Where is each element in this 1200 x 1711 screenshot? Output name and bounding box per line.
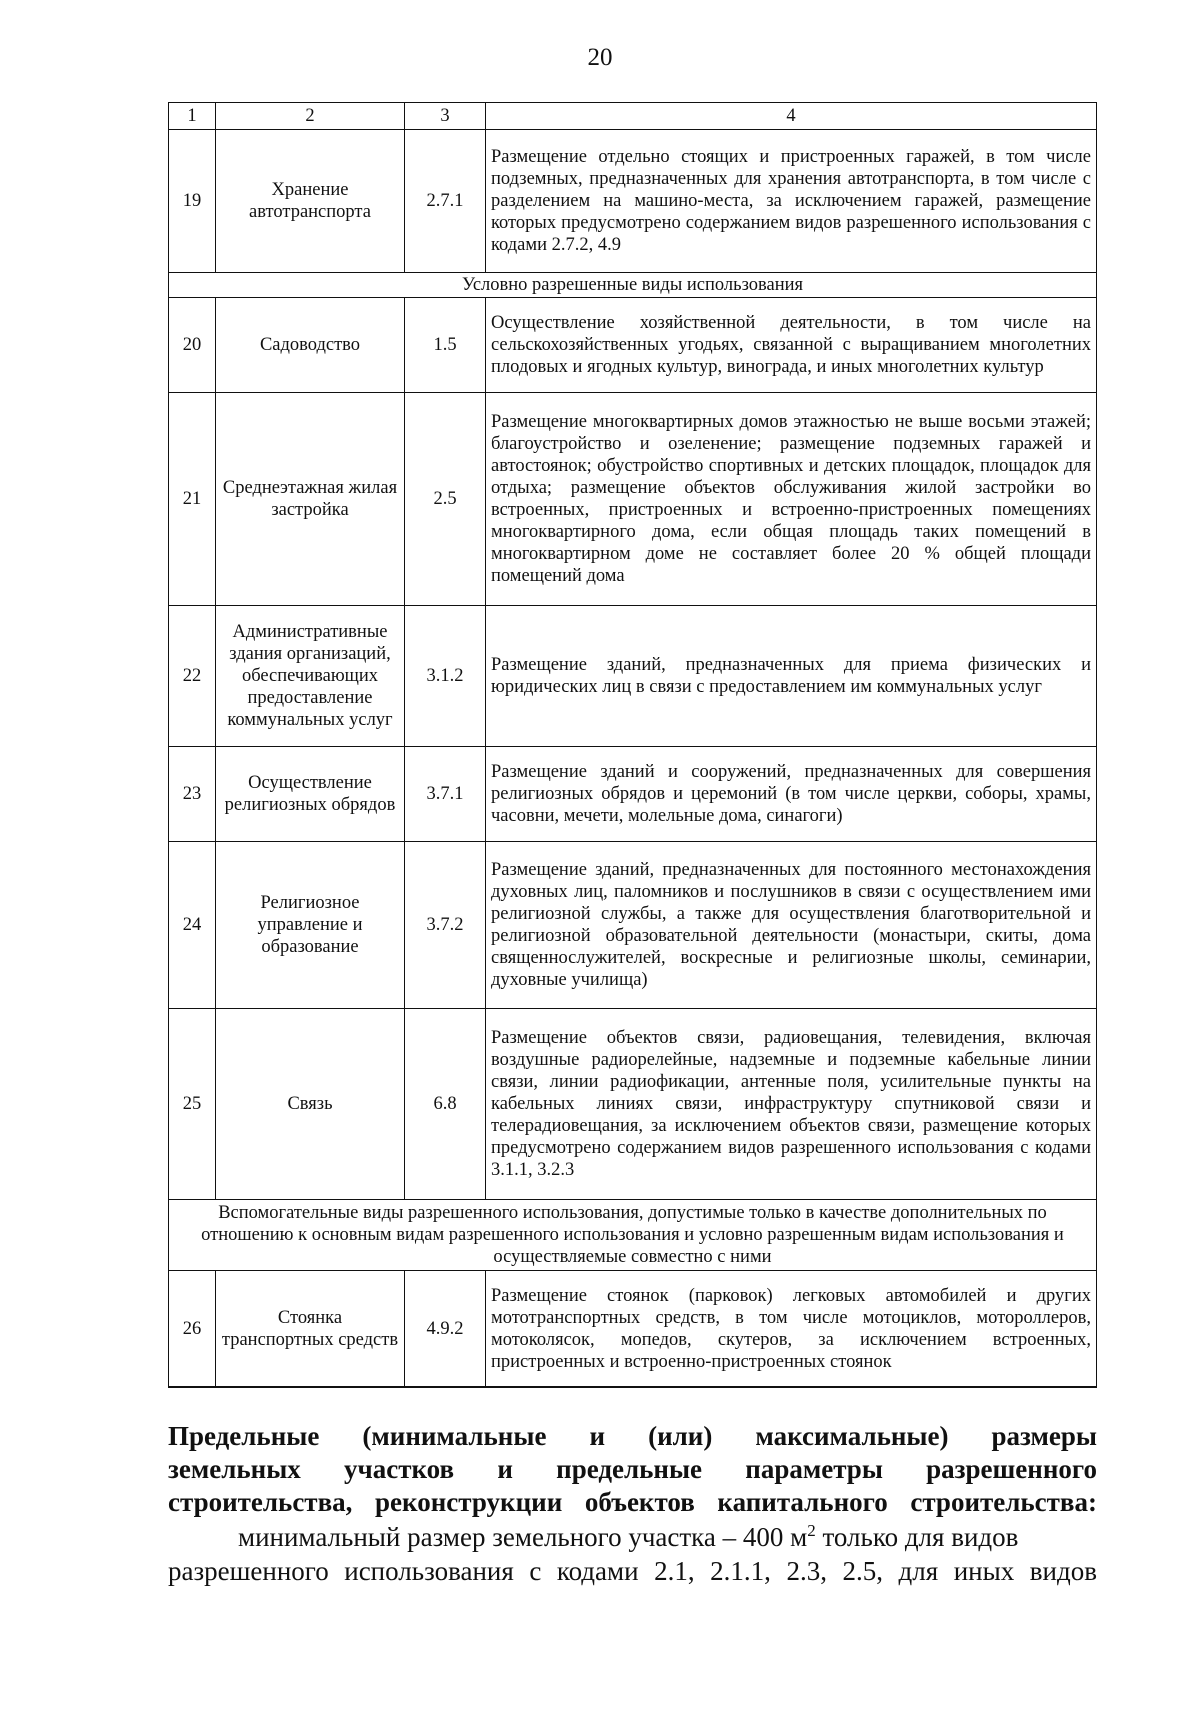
- row-number: 23: [169, 747, 216, 842]
- table-row: [169, 130, 1097, 273]
- use-type-description: Размещение отдельно стоящих и пристроенных гаражей, в том числе подземных, предназначенных для хранения автотранспорта, в том числе с разделением на машино-места, за исключением гаражей, размещение которых предусмотрено содержанием видов разрешенного использования с кодами 2.7.2, 4.9: [486, 130, 1097, 273]
- column-header-3: 3: [405, 103, 486, 130]
- use-type-description: Размещение многоквартирных домов этажностью не выше восьми этажей; благоустройство и озеленение; размещение подземных гаражей и автостоянок; обустройство спортивных и детских площадок, площадок для отдыха; размещение объектов обслуживания жилой застройки во встроенных, пристроенных и встроенно-пристроенных помещениях многоквартирного дома, если общая площадь таких помещений в многоквартирном доме не составляет более 20 % общей площади помещений дома: [486, 393, 1097, 606]
- use-type-name: Административные здания организаций, обеспечивающих предоставление коммунальных услуг: [216, 606, 405, 747]
- use-type-name: Садоводство: [216, 298, 405, 393]
- use-type-code: 6.8: [405, 1009, 486, 1200]
- section-title-row: [169, 1200, 1097, 1271]
- use-type-name: Среднеэтажная жилая застройка: [216, 393, 405, 606]
- use-type-name: Стоянка транспортных средств: [216, 1271, 405, 1388]
- row-number: 21: [169, 393, 216, 606]
- use-type-description: Размещение зданий и сооружений, предназначенных для совершения религиозных обрядов и церемоний (в том числе церкви, соборы, храмы, часовни, мечети, молельные дома, синагоги): [486, 747, 1097, 842]
- table-row: [169, 747, 1097, 842]
- table-row: [169, 842, 1097, 1009]
- use-type-description: Размещение зданий, предназначенных для постоянного местонахождения духовных лиц, паломников и послушников в связи с осуществлением ими религиозной службы, а также для осуществления благотворительной и религиозной образовательной деятельности (монастыри, скиты, дома священнослужителей, воскресные и религиозные школы, семинарии, духовные училища): [486, 842, 1097, 1009]
- use-type-name: Осуществление религиозных обрядов: [216, 747, 405, 842]
- paragraph-text: только для видов: [815, 1522, 1019, 1552]
- use-type-code: 3.7.1: [405, 747, 486, 842]
- row-number: 22: [169, 606, 216, 747]
- row-number: 26: [169, 1271, 216, 1388]
- table-row: [169, 1009, 1097, 1200]
- paragraph-text: минимальный размер земельного участка – 400 м: [238, 1522, 808, 1552]
- section-title: Условно разрешенные виды использования: [169, 273, 1097, 298]
- use-type-code: 4.9.2: [405, 1271, 486, 1388]
- heading-line: Предельные (минимальные и (или) максимальные) размеры: [168, 1421, 1097, 1451]
- row-number: 24: [169, 842, 216, 1009]
- body-paragraph: [168, 1520, 1097, 1588]
- land-use-table: [168, 102, 1097, 1388]
- paragraph-line: разрешенного использования с кодами 2.1, 2.1.1, 2.3, 2.5, для иных видов: [168, 1556, 1097, 1586]
- superscript-2: 2: [807, 1521, 816, 1540]
- table-row: [169, 1271, 1097, 1388]
- heading-line: земельных участков и предельные параметры разрешенного: [168, 1454, 1097, 1484]
- table-row: [169, 393, 1097, 606]
- table-body: [169, 130, 1097, 1388]
- use-type-code: 3.7.2: [405, 842, 486, 1009]
- use-type-code: 2.7.1: [405, 130, 486, 273]
- column-header-4: 4: [486, 103, 1097, 130]
- table-row: [169, 606, 1097, 747]
- use-type-code: 1.5: [405, 298, 486, 393]
- use-type-code: 2.5: [405, 393, 486, 606]
- use-type-name: Связь: [216, 1009, 405, 1200]
- row-number: 20: [169, 298, 216, 393]
- table-header-row: [169, 103, 1097, 130]
- use-type-description: Осуществление хозяйственной деятельности, в том числе на сельскохозяйственных угодьях, связанной с выращиванием многолетних плодовых и ягодных культур, винограда, и иных многолетних культур: [486, 298, 1097, 393]
- section-heading: [168, 1420, 1097, 1519]
- use-type-code: 3.1.2: [405, 606, 486, 747]
- paragraph-line: [168, 1520, 1097, 1554]
- heading-line: строительства, реконструкции объектов капитального строительства:: [168, 1487, 1097, 1517]
- use-type-name: Религиозное управление и образование: [216, 842, 405, 1009]
- use-type-description: Размещение зданий, предназначенных для приема физических и юридических лиц в связи с предоставлением им коммунальных услуг: [486, 606, 1097, 747]
- use-type-description: Размещение объектов связи, радиовещания, телевидения, включая воздушные радиорелейные, надземные и подземные кабельные линии связи, линии радиофикации, антенные поля, усилительные пункты на кабельных линиях связи, инфраструктуру спутниковой связи и телерадиовещания, за исключением объектов связи, размещение которых предусмотрено содержанием видов разрешенного использования с кодами 3.1.1, 3.2.3: [486, 1009, 1097, 1200]
- section-title-row: [169, 273, 1097, 298]
- row-number: 25: [169, 1009, 216, 1200]
- table-row: [169, 298, 1097, 393]
- use-type-description: Размещение стоянок (парковок) легковых автомобилей и других мототранспортных средств, в том числе мотоциклов, мотороллеров, мотоколясок, мопедов, скутеров, за исключением встроенных, пристроенных и встроенно-пристроенных стоянок: [486, 1271, 1097, 1388]
- table-bottom-rule: [168, 1386, 1097, 1387]
- use-type-name: Хранение автотранспорта: [216, 130, 405, 273]
- column-header-1: 1: [169, 103, 216, 130]
- page-number: 20: [587, 44, 613, 71]
- column-header-2: 2: [216, 103, 405, 130]
- section-title: Вспомогательные виды разрешенного использования, допустимые только в качестве дополнительных по отношению к основным видам разрешенного использования и условно разрешенным видам использования и осуществляемые совместно с ними: [169, 1200, 1097, 1271]
- row-number: 19: [169, 130, 216, 273]
